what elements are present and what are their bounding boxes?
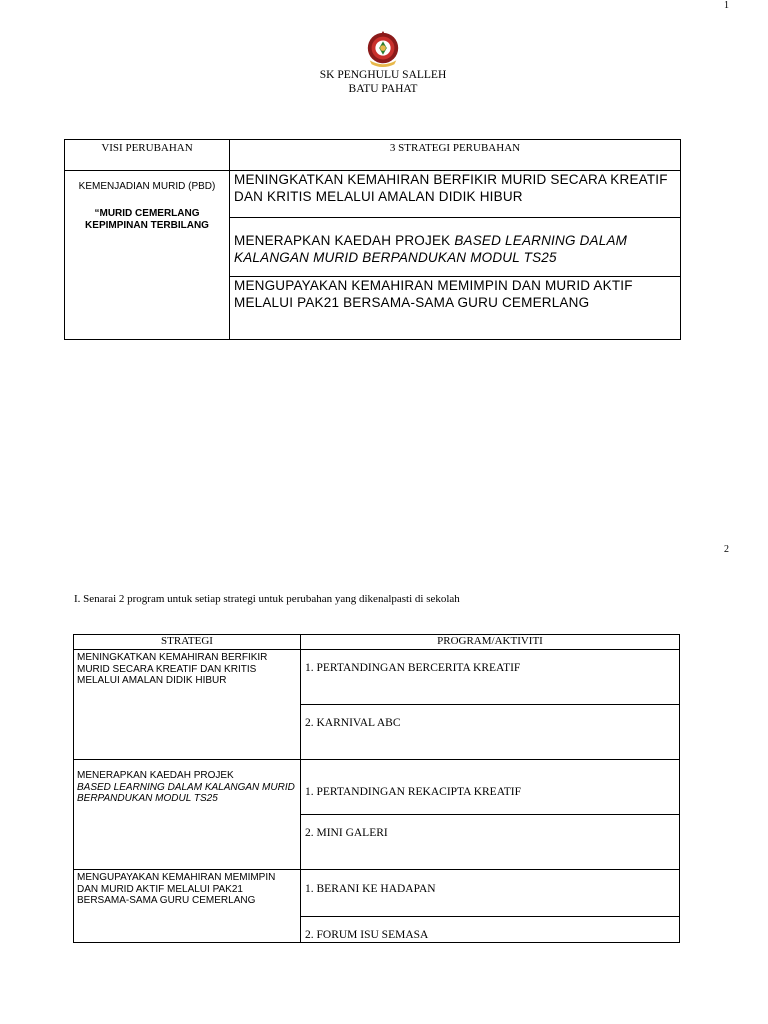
page-number-1: 1	[724, 0, 729, 11]
header-strategy: STRATEGI	[74, 635, 301, 650]
vision-strategy-table	[64, 139, 681, 340]
program-2-2: 2. MINI GALERI	[301, 815, 680, 870]
program-1-1: 1. PERTANDINGAN BERCERITA KREATIF	[301, 650, 680, 705]
strategy-cell-1: MENINGKATKAN KEMAHIRAN BERFIKIR MURID SECARA KREATIF DAN KRITIS MELALUI AMALAN DIDIK HIBUR	[74, 650, 301, 760]
strategy-3: MENGUPAYAKAN KEMAHIRAN MEMIMPIN DAN MURID AKTIF MELALUI PAK21 BERSAMA-SAMA GURU CEMERLANG	[230, 277, 681, 340]
vision-cell	[65, 171, 230, 340]
strategy-2-italic-text: BASED LEARNING DALAM KALANGAN MURID BERPANDUKAN MODUL TS25	[77, 781, 295, 804]
header-program: PROGRAM/AKTIVITI	[301, 635, 680, 650]
vision-motto: “MURID CEMERLANG KEPIMPINAN TERBILANG	[85, 208, 209, 231]
school-crest-logo	[364, 30, 402, 68]
program-2-1: 1. PERTANDINGAN REKACIPTA KREATIF	[301, 760, 680, 815]
strategy-1: MENINGKATKAN KEMAHIRAN BERFIKIR MURID SECARA KREATIF DAN KRITIS MELALUI AMALAN DIDIK HIBUR	[230, 171, 681, 218]
strategy-cell-2	[74, 760, 301, 870]
header-strategies: 3 STRATEGI PERUBAHAN	[230, 140, 681, 171]
header-vision: VISI PERUBAHAN	[65, 140, 230, 171]
strategy-cell-3: MENGUPAYAKAN KEMAHIRAN MEMIMPIN DAN MURID AKTIF MELALUI PAK21 BERSAMA-SAMA GURU CEMERLANG	[74, 870, 301, 943]
strategy-2-plain-text: MENERAPKAN KAEDAH PROJEK	[77, 770, 234, 781]
page-number-2: 2	[724, 544, 729, 555]
intro-text: I. Senarai 2 program untuk setiap strategi untuk perubahan yang dikenalpasti di sekolah	[74, 593, 460, 605]
program-3-2: 2. FORUM ISU SEMASA	[301, 917, 680, 943]
strategy-2-plain: MENERAPKAN KAEDAH PROJEK	[234, 233, 455, 248]
program-3-1: 1. BERANI KE HADAPAN	[301, 870, 680, 917]
vision-line-1: KEMENJADIAN MURID (PBD)	[78, 181, 216, 192]
strategy-program-table	[73, 634, 680, 943]
program-1-2: 2. KARNIVAL ABC	[301, 705, 680, 760]
strategy-2-italic: BASED LEARNING DALAM KALANGAN MURID BERPANDUKAN MODUL TS25	[234, 233, 628, 265]
school-name: SK PENGHULU SALLEH	[319, 69, 447, 81]
school-city: BATU PAHAT	[348, 83, 418, 95]
strategy-2	[230, 218, 681, 277]
